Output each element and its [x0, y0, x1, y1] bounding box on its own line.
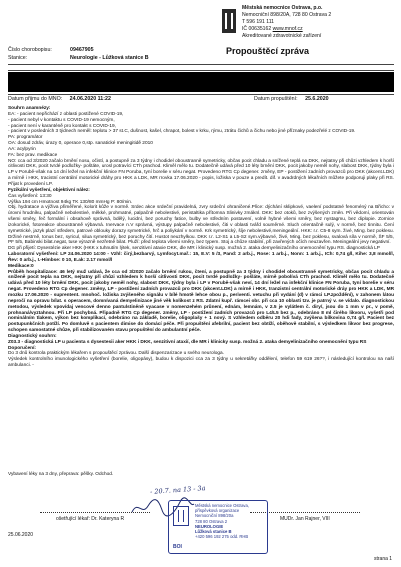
case-label: Číslo chorobopisu: — [8, 47, 52, 53]
report-paragraph: Doporučení: — [8, 345, 36, 351]
report-paragraph: Souhrn anamnézy: — [8, 106, 51, 111]
case-value: 09467905 — [70, 47, 94, 53]
report-paragraph: Čas vyšetření: 13:30 — [8, 193, 52, 199]
report-paragraph: Laboratorní vyšetření: LP 24.06.2020 14:00 - Vzhl: čirý,bezbarvý, Lymfocyt.mař.: 15, E.V: 5 /3, Pand: 2 arb.j., Rose: 1 arb.j., Nonn: 1 arb.j., ICh: 0,74 g/l, Kihe: 3,8 mmol/l, Řev: 0 arb.j., I.-Hímbse: 0 10, E.ak: 2.17 mmol/l — [8, 252, 394, 263]
admit-label: Datum přijmu do MNO: — [8, 96, 63, 102]
report-paragraph: EA: - pacient nepřichází z oblasti postižené COVID-19, — [8, 111, 124, 117]
report-paragraph: Obj. hydratace a výživa přiměřené, kolorit kůže v normě. Srdec akce srdeční pravidelná, zvry srdeční ohraničené.Plíce: dýchání sklipkové, vaelení podstatné fenoméný na Břicho: v úrovni hrudníku, palpačně nebolestivé, měkké, prohmatné, palpačně nebolestivé, peristaltika přítomna Slinivky zmáknl. DKK: bez otoků, bez zvýšených změn. Při vědomí, orientován všemi směry, řeč formální i obsahově správná, bdělý, lucidní, bez poruchy fatice, bulby ve středním postavení, volně hybné všemi směry, bez nystagmu, bez diplopie. Zornice izokorické, fotoreakce oboustranně výbavná. Inervace n.V správná, výstupy palpačně nebolestivé, čiti v oblasti tvářd souměrné. Sluch orientačně sulý, v normě, bez tinnitu. Čení symetrické, jazyk plazí středem, patrové oblouky dorazy symetrické, hrč a poliykání v normě. Krk symetrický, šíje nebolestivé,meningeální. HKK: r.r. C5-8 sym. živé, Ming. bez poklesu. Držiné nestrně, tonus bez, syricul, silua symetrický, bez poruchy čití. Hustot neuzhylkou. DKK r.r. L2-S1 a L5-S2 sym.výbavné, živé, Ming. bez poklesu, svalová síla v normě, ŠF 5/5, PF 5/5, Babinski bilat.negat, tuse výrazně nezřetně bilat. Pluží: před teplota všemi směry, bez typem. Stoj a chůze stabilní, při zavřených očích neuzavřen. Meningeální jevy negativní. — [8, 205, 394, 246]
unit-value: Neurologie - Lůžková stanice B — [70, 55, 149, 61]
report-paragraph: - pacient v posledních 3 týdnech neměl: teplotu > 37 st.C, dušnost, kašel, chrapot, bolest v krku, rýmu, ztrátu čichů a čichu nebo jiné příznaky podezřelé z COVID-19. — [8, 129, 356, 135]
hospital-address: Nemocniční 898/20A, 728 80 Ostrava 2 — [242, 12, 332, 18]
report-paragraph: FA: bez prav. medikace — [8, 152, 58, 158]
report-paragraph: Fyzikální vyšetření, objektivní nález: — [8, 187, 90, 193]
report-paragraph: Diagnostický souhrn: — [8, 333, 57, 339]
report-paragraph: Výsledek kontrolního imunologického vyšetření (borelie, oligopásy), budou k dispozici cca za 3 týdny u sekretářky oddělení, telefon 59 619 26??, i následující kontrolou na naší ambulanci. - — [8, 357, 394, 369]
report-ending — [8, 472, 308, 478]
hospital-name: Městská nemocnice Ostrava, p.o. — [242, 5, 323, 11]
report-paragraph: Průběh hospitalizace: 46 letý muž udává, že cca od 3/2020 začalo brnění rukou, čtení, a postupně za 3 týdny i chodidel oboustranně symetricky, občas pocit chladu a sníženě pocit tepla na DKK, nejtatny při chůzi vzhledem k horší citlivosti DKK, pocit tvrdé podložky- pošláte, mírně pobolívá CTh prachod. Kliměl mělo tu. Dodatečně udává před 10 léty brnění DKK, pocit jakoby neměl nohy, slabost DKK, týdny byla i LP v Porubě-však neví, 14 dní ležel na infekční klinice FN Poruba, tyní borelie v séru negat. Provedeno RTG Cp degener. změny, LP - postižení zadních provazců pro DKK (akcent.LDK) a mírně i HKK, tranzistní centrální motorické dráy pro HKK a LDK, MR mozku 17.06.2020 - suprentent. mnohoč. ložiska zvýšeného signálu v bílé hmotě lehce obou p., periventi. vetuchu při vydání (d) v rámci LP.zpoždění), v zahonem látou nepročí na opravu bílat. s operacem, domnívaná demyelinizace jiné věk kolikost z RS. Zdatní kupř. rámcei obr. při cca 10 oblasti tzv. je patrný v. se vídalo. diagnostickou metodou, výsledek vpovídaj vencové denno pantulstiněně vyacase v nomenzehém průnení, ednám, lemnám, v 2.5 je vylátlem č. diry/, jsou do 1 mm v pr., v pomě, prohnaná/vyztahnou. Při LP pochybná. Připadně RTG Cp degener. změny, LP - postižení zadních provazců pro L4/L5 bez p., odebráno 8 ml čirého likvoru, vyšetři pod nominálním tlakem, výkon bez komplikací, odebráno na základě, borelie, oligoplašy + 1 nový. S vzhledem odběru 20 hdi fady, zvýšena bílkovina 0,74 g/l. Pacient bez postupunkčních potíží. Po domluvě s pacientem dimise do domácí péče. Při propuštění afebrilní, pacient bez obtíží, oběhově stabilní, s výsledkem likvor bez progrese, schopen samostatné chůze, při stabilizovaném stavu propuštění do ambulantní péče. — [8, 269, 394, 334]
signature-line-left — [40, 512, 150, 513]
stamp-code: BOI — [173, 544, 182, 550]
handwritten-note: - 20.7. na 13 - 3a — [149, 484, 206, 496]
hospital-web: www.mnof.cz — [272, 26, 303, 32]
report-paragraph: Medikace:0 — [8, 263, 34, 269]
hospital-stamp: Městská nemocnice Ostrava, příspěvková organizace Nemocniční 898/20a 728 80 Ostrava 2 NEUROLOGIE Lůžková stanice B +420 596 192 275 odd. RHB BOI — [168, 500, 268, 554]
redacted-patient-block — [8, 72, 394, 92]
admit-value: 24.06.2020 11:22 — [69, 96, 111, 102]
divider — [8, 70, 394, 71]
record-meta — [8, 46, 149, 62]
page-number: strana 1 — [374, 556, 393, 562]
report-paragraph: DG při přijetí: Dysestézie aker HKK (HKK x tuhnutím lýtek, senzitivní ataxie DKK, dle MR i klinický susp. možná 2. ataka demyelinizačního onemocnění typu RS. diagnostická LP — [8, 246, 380, 252]
report-paragraph: NO: cca od 3/2020 začalo brnění nosu, očistí, a postupně za 3 týdny i chodidel oboustranně symetricky, občas pocit chladu a snížené teplá na DKK, nejtatny při chůzi vzhledem k horší citlivosti DKK, pocit tvrdé podložky- poštáte, urosl potravíci CTh prachod. Kliměl mělo tu. Dodatečně udává před 10 léty brnění DKK, pocit jakoby neměl nohy, slabost DKK, týdny byla i LP v Porubě-však na 14 dní ležel na infekční klinice FN Poruba, tyní borelie v séru negat. Provedeno RTG Cp degener. změny, EP - postižení zadních provazců pro DKK (akcent.LDK) a mírně i HKK, tracistní centrální motorické dráhy pro HKK a LDK, MR rrovka 17.06.2020 - popis, ložiska v pouze a predít. dif. v avadrdných lékařních můžete podporuji plaky při RS. Přijat k provedení LP. — [8, 158, 394, 187]
report-paragraph: Do 3 dnů kontrola praktickým lékařem s propouštěcí zprávou. Další dispenzarizace u svého neurologa. — [8, 351, 224, 357]
report-body — [8, 106, 394, 369]
report-paragraph: Výška 194 cm Hmotnost 94kg TK 130/80 mmHg P: 80/min. — [8, 199, 133, 205]
unit-label: Stanice: — [8, 55, 28, 61]
report-paragraph: OA: dosud zdráv, úrazy 0, operace 0,stp. sanatické meningitidě 2010 — [8, 141, 153, 147]
report-paragraph: AA: acylpyrin — [8, 146, 36, 152]
discharge-value: 25.6.2020 — [305, 96, 329, 102]
signature-right: MUDr. Jan Rajner, VIII — [280, 516, 330, 522]
discharge-label: Datum propuštění: — [254, 96, 298, 102]
divider — [8, 64, 394, 65]
report-paragraph: Z03.3 - diagnostická LP u pacienta s dysestesii aker HKK i DKK, senzitivní ataxií, dle MR i klinicky susp. možná 2. ataka demyelinizačního onemocnění typu RS — [8, 339, 367, 345]
hospital-logo-icon — [222, 9, 236, 33]
document-title: Propouštěcí zpráva — [226, 46, 310, 56]
hospital-accreditation: Akreditované zdravotnické zařízení — [242, 33, 322, 39]
hospital-ico: IČ 00635162 www.mnof.cz — [242, 26, 303, 32]
issued-text: Vybavení léky na 3 dny, přeprava: pěšky. Odchod. — [8, 472, 114, 477]
hospital-header — [242, 5, 331, 40]
report-paragraph: - pacient nebyl v kontaktu s COVID-19 nemocným, — [8, 117, 115, 123]
signature-left: ošetřující lékař: Dr. Kateryna R — [56, 516, 125, 522]
footer-date: 25.06.2020 — [8, 532, 34, 538]
hospital-phone: T 596 191 111 — [242, 19, 275, 25]
report-paragraph: - pacient není v karanténě pro kontakt s COVID-19, — [8, 123, 116, 129]
report-paragraph: PA: programátor — [8, 135, 43, 141]
stamp-logo-icon — [173, 506, 189, 526]
divider — [8, 94, 394, 95]
